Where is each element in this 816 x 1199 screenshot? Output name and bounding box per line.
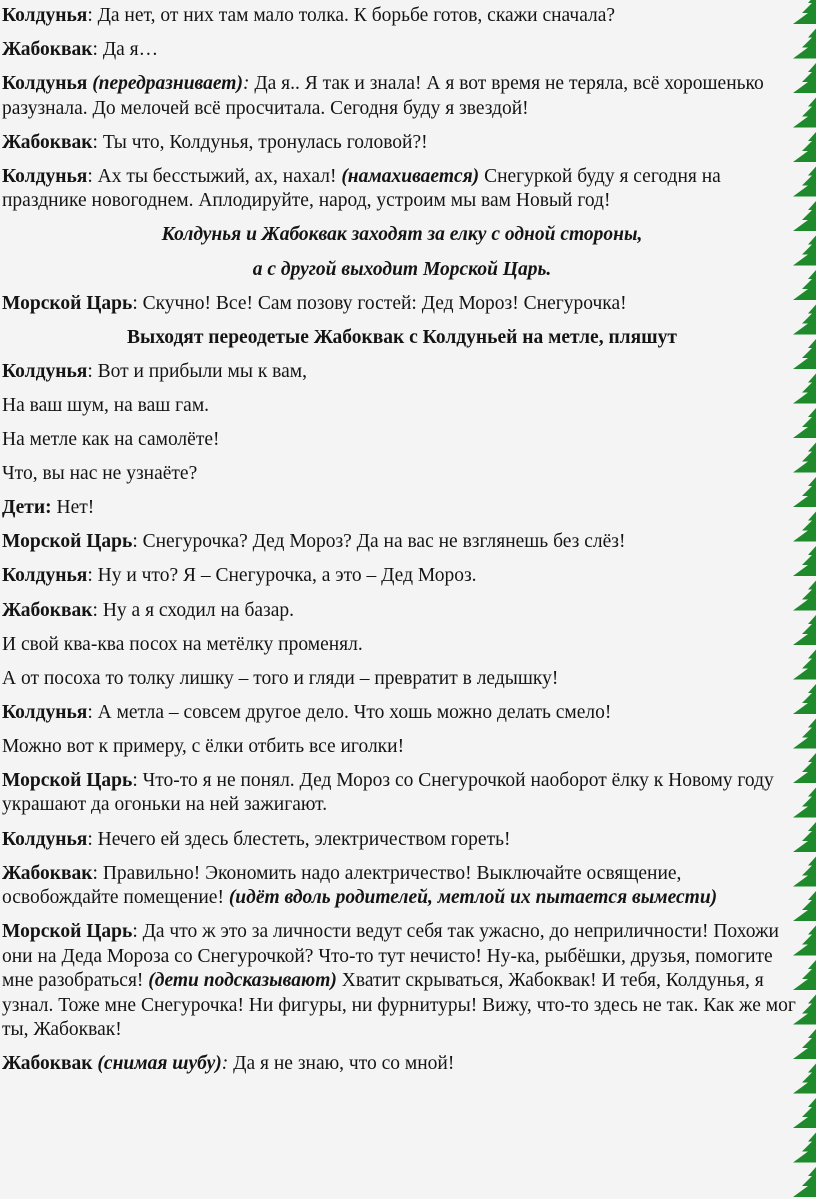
paragraph <box>2 165 802 214</box>
paragraph <box>2 462 802 487</box>
dialogue-text: : Нечего ей здесь блестеть, электричеством гореть! <box>87 828 511 850</box>
dialogue-text: Да я не знаю, что со мной! <box>228 1053 455 1075</box>
dialogue-text: : Правильно! Экономить надо алектричество! Выключайте освящение, освобождайте помещение! <box>2 862 682 909</box>
dialogue-text: Снегуркой буду я сегодня на празднике новогоднем. Аплодируйте, народ, устроим мы вам Новый год! <box>2 165 721 212</box>
fir-tree-icon <box>793 1167 816 1197</box>
fir-tree-icon <box>793 305 816 335</box>
fir-tree-icon <box>793 960 816 990</box>
fir-tree-icon <box>793 615 816 645</box>
fir-tree-icon <box>793 1064 816 1094</box>
fir-tree-icon <box>793 0 816 24</box>
fir-tree-icon <box>793 374 816 404</box>
paragraph <box>2 292 802 317</box>
fir-tree-icon <box>793 132 816 162</box>
speaker-name: Жабоквак <box>2 39 93 61</box>
script-text <box>2 4 802 1086</box>
dialogue-text: : Ах ты бесстыжий, ах, нахал! <box>87 165 342 187</box>
fir-tree-icon <box>793 581 816 611</box>
speaker-name: Колдунья <box>2 828 88 850</box>
fir-tree-icon <box>793 63 816 93</box>
stage-direction: (идёт вдоль родителей, метлой их пытается вымести) <box>228 887 718 909</box>
fir-tree-icon <box>793 339 816 369</box>
paragraph <box>2 667 802 692</box>
fir-tree-icon <box>793 753 816 783</box>
speaker-name: Колдунья <box>2 73 88 95</box>
fir-tree-icon <box>793 1098 816 1128</box>
dialogue-text: На метле как на самолёте! <box>2 429 220 451</box>
paragraph <box>2 564 802 589</box>
fir-tree-icon <box>793 857 816 887</box>
speaker-name: Жабоквак <box>2 1053 93 1075</box>
paragraph <box>2 72 802 121</box>
paragraph <box>2 735 802 760</box>
fir-tree-icon <box>793 719 816 749</box>
paragraph <box>2 394 802 419</box>
speaker-name: Морской Царь <box>2 531 133 553</box>
speaker-name: Морской Царь <box>2 292 133 314</box>
speaker-name: Колдунья <box>2 565 88 587</box>
fir-tree-icon <box>793 236 816 266</box>
dialogue-text: : Ну и что? Я – Снегурочка, а это – Дед Мороз. <box>87 565 477 587</box>
fir-tree-icon <box>793 650 816 680</box>
paragraph <box>2 1052 802 1077</box>
speaker-name: Выходят переодетые Жабоквак с Колдуньей на метле, пляшут <box>127 326 677 348</box>
dialogue-text: : Ну а я сходил на базар. <box>92 599 295 621</box>
stage-direction: (намахивается) <box>341 165 480 187</box>
fir-tree-icon <box>793 512 816 542</box>
paragraph <box>2 38 802 63</box>
fir-tree-icon <box>793 891 816 921</box>
dialogue-text: : Что-то я не понял. Дед Мороз со Снегурочкой наоборот ёлку к Новому году украшают да огоньки на ней зажигают. <box>2 769 774 816</box>
fir-tree-icon <box>793 477 816 507</box>
fir-tree-icon <box>793 1133 816 1163</box>
paragraph <box>2 633 802 658</box>
paragraph <box>2 769 802 818</box>
paragraph <box>2 496 802 521</box>
paragraph <box>2 920 802 1043</box>
dialogue-text: : <box>221 1053 229 1075</box>
fir-tree-icon <box>793 201 816 231</box>
dialogue-text: На ваш шум, на ваш гам. <box>2 394 210 416</box>
stage-direction: Колдунья и Жабоквак заходят за елку с одной стороны, <box>161 224 643 246</box>
dialogue-text: Да я.. Я так и знала! А я вот время не теряла, всё хорошенько разузнала. До мелочей всё просчитала. Сегодня буду я звездой! <box>2 73 764 119</box>
speaker-name: Морской Царь <box>2 921 133 943</box>
fir-tree-icon <box>793 926 816 956</box>
fir-tree-icon <box>793 822 816 852</box>
stage-direction: (снимая шубу) <box>97 1053 222 1075</box>
speaker-name: Жабоквак <box>2 131 93 153</box>
dialogue-text: : Снегурочка? Дед Мороз? Да на вас не взглянешь без слёз! <box>132 531 626 553</box>
fir-tree-icon <box>793 546 816 576</box>
speaker-name: Колдунья <box>2 5 88 26</box>
paragraph <box>2 428 802 453</box>
dialogue-text: : Да нет, от них там мало толка. К борьбе готов, скажи сначала? <box>87 5 616 26</box>
dialogue-text: : Да я… <box>92 39 159 61</box>
fir-tree-icon <box>793 29 816 59</box>
fir-tree-icon <box>793 788 816 818</box>
dialogue-text: : <box>242 73 250 95</box>
paragraph <box>2 701 802 726</box>
dialogue-text: Нет! <box>51 497 95 519</box>
fir-tree-icon <box>793 443 816 473</box>
paragraph <box>2 223 802 248</box>
fir-tree-icon <box>793 270 816 300</box>
fir-tree-icon <box>793 995 816 1025</box>
dialogue-text: Что, вы нас не узнаёте? <box>2 463 198 485</box>
fir-tree-border <box>790 0 816 1199</box>
paragraph <box>2 326 802 351</box>
speaker-name: Колдунья <box>2 165 88 187</box>
speaker-name: Колдунья <box>2 701 88 723</box>
dialogue-text: Хватит скрываться, Жабоквак! И тебя, Колдунья, я узнал. Тоже мне Снегурочка! Ни фигуры, ни фурнитуры! Вижу, что-то здесь не так. Как же мог ты, Жабоквак! <box>2 970 796 1041</box>
stage-direction: а с другой выходит Морской Царь. <box>252 258 552 280</box>
stage-direction: (дети подсказывают) <box>148 970 337 992</box>
speaker-name: Жабоквак <box>2 599 93 621</box>
paragraph <box>2 862 802 911</box>
paragraph <box>2 131 802 156</box>
paragraph <box>2 258 802 283</box>
fir-tree-icon <box>793 167 816 197</box>
dialogue-text: : А метла – совсем другое дело. Что хошь можно делать смело! <box>87 701 612 723</box>
speaker-name: Дети: <box>2 497 52 519</box>
dialogue-text: : Ты что, Колдунья, тронулась головой?! <box>92 131 428 153</box>
fir-tree-icon <box>793 684 816 714</box>
speaker-name: Колдунья <box>2 360 88 382</box>
speaker-name: Жабоквак <box>2 862 93 884</box>
paragraph <box>2 599 802 624</box>
speaker-name: Морской Царь <box>2 769 133 791</box>
fir-tree-icon <box>793 1029 816 1059</box>
stage-direction: (передразнивает) <box>92 73 243 95</box>
fir-tree-icon <box>793 408 816 438</box>
dialogue-text: И свой ква-ква посох на метёлку променял. <box>2 633 363 655</box>
dialogue-text: Можно вот к примеру, с ёлки отбить все иголки! <box>2 735 405 757</box>
dialogue-text: : Вот и прибыли мы к вам, <box>87 360 307 382</box>
dialogue-text: : Да что ж это за личности ведут себя так ужасно, до неприличности! Похожи они на Деда Мороза со Снегурочкой? Что-то тут нечисто! Ну-ка, рыбёшки, друзья, помогите мне разобраться! <box>2 921 779 992</box>
paragraph <box>2 828 802 853</box>
fir-tree-icon <box>793 98 816 128</box>
dialogue-text: : Скучно! Все! Сам позову гостей: Дед Мороз! Снегурочка! <box>132 292 627 314</box>
paragraph <box>2 530 802 555</box>
paragraph <box>2 360 802 385</box>
paragraph <box>2 4 802 29</box>
dialogue-text: А от посоха то толку лишку – того и гляди – превратит в ледышку! <box>2 667 559 689</box>
